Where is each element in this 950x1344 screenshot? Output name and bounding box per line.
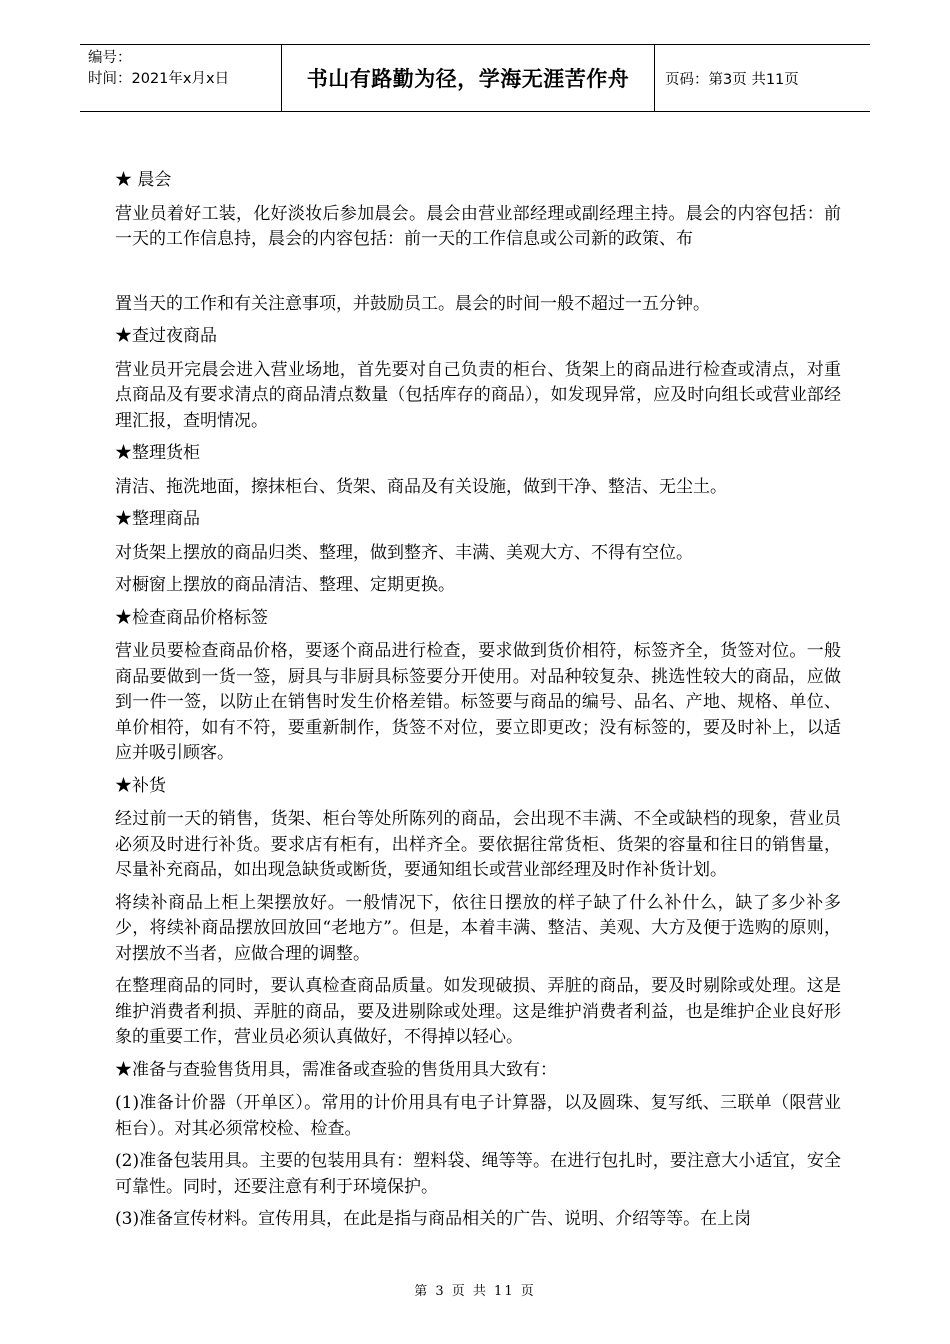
section-heading-check-goods: ★查过夜商品 [115, 326, 217, 346]
section-heading-sales-tools: ★准备与查验售货用具，需准备或查验的售货用具大致有： [115, 1059, 557, 1080]
paragraph: 清洁、拖洗地面，擦抹柜台、货架、商品及有关设施，做到干净、整洁、无尘土。 [115, 476, 727, 497]
paragraph: 营业员开完晨会进入营业场地，首先要对自己负责的柜台、货架上的商品进行检查或清点，对重点商品及有要求清点的商品清点数量（包括库存的商品），如发现异常，应及时向组长或营业部经理汇报，查明情况。 [115, 359, 841, 431]
paragraph: 将续补商品上柜上架摆放好。一般情况下，依往日摆放的样子缺了什么补什么，缺了多少补多少，将续补商品摆放回放回“老地方”。但是，本着丰满、整洁、美观、大方及便于选购的原则，对摆放不当者，应做合理的调整。 [115, 892, 841, 964]
page-footer: 第 3 页 共 11 页 [414, 1284, 536, 1299]
spacer [115, 260, 841, 292]
paragraph: 对货架上摆放的商品归类、整理，做到整齐、丰满、美观大方、不得有空位。 [115, 542, 693, 563]
document-date: 时间：2021年x月x日 [88, 71, 230, 87]
paragraph: 对橱窗上摆放的商品清洁、整理、定期更换。 [115, 575, 455, 595]
paragraph: 在整理商品的同时，要认真检查商品质量。如发现破损、弄脏的商品，要及时剔除或处理。这是维护消费者利损、弄脏的商品，要及进剔除或处理。这是维护消费者利益，也是维护企业良好形象的重要工作，营业员必须认真做好，不得掉以轻心。 [115, 976, 841, 1047]
section-heading-arrange-goods: ★整理商品 [115, 509, 200, 529]
header-motto: 书山有路勤为径，学海无涯苦作舟 [282, 45, 655, 111]
document-number-label: 编号： [88, 50, 132, 66]
section-heading-price-tags: ★检查商品价格标签 [115, 607, 268, 628]
paragraph: 置当天的工作和有关注意事项，并鼓励员工。晨会的时间一般不超过一五分钟。 [115, 293, 710, 314]
list-item: (1)准备计价器（开单区）。常用的计价用具有电子计算器，以及圆珠、复写纸、三联单（限营业柜台）。对其必须常校检、检查。 [115, 1093, 841, 1139]
paragraph: 营业员着好工装，化好淡妆后参加晨会。晨会由营业部经理或副经理主持。晨会的内容包括：前一天的工作信息持，晨会的内容包括：前一天的工作信息或公司新的政策、布 [115, 203, 841, 249]
paragraph: 营业员要检查商品价格，要逐个商品进行检查，要求做到货价相符，标签齐全，货签对位。一般商品要做到一货一签，厨具与非厨具标签要分开使用。对品种较复杂、挑选性较大的商品，应做到一件一签，以防止在销售时发生价格差错。标签要与商品的编号、品名、产地、规格、单位、单价相符，如有不符，要重新制作，货签不对位，要立即更改；没有标签的，要及时补上，以适应并吸引顾客。 [115, 641, 841, 763]
document-body [115, 168, 841, 1240]
section-heading-morning-meeting: ★ 晨会 [115, 170, 172, 190]
paragraph: 经过前一天的销售，货架、柜台等处所陈列的商品，会出现不丰满、不全或缺档的现象，营业员必须及时进行补货。要求店有柜有，出样齐全。要依据往常货柜、货架的容量和往日的销售量，尽量补充商品，如出现急缺货或断货，要通知组长或营业部经理及时作补货计划。 [115, 809, 841, 880]
header-meta-cell [80, 45, 282, 111]
section-heading-arrange-counter: ★整理货柜 [115, 443, 200, 463]
section-heading-restock: ★补货 [115, 775, 166, 796]
list-item: (3)准备宣传材料。宣传用具，在此是指与商品相关的广告、说明、介绍等等。在上岗 [115, 1209, 752, 1229]
document-header [80, 44, 870, 112]
list-item: (2)准备包装用具。主要的包装用具有：塑料袋、绳等等。在进行包扎时，要注意大小适宜，安全可靠性。同时，还要注意有利于环境保护。 [115, 1151, 841, 1197]
header-page-info: 页码：第3页 共11页 [665, 71, 799, 88]
